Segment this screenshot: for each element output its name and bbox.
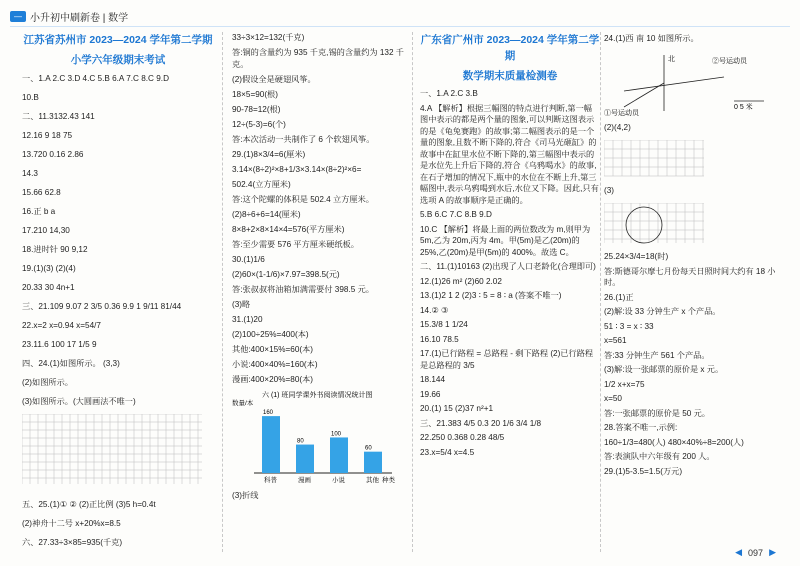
answer-line: 三、21.109 9.07 2 3/5 0.36 9.9 1 9/11 81/44: [22, 302, 182, 311]
chart-bar: [364, 452, 382, 473]
answers-list-1b: [22, 498, 214, 549]
answers-list-4: [604, 251, 786, 477]
answer-line: 4.A 【解析】根据三幅图的特点进行判断,第一幅图中表示的都是两个量的图象,可以判断这图表示的是《龟兔赛跑》的故事;第二幅图表示的是一个量的图象,且数不断下降的,符合《司马光砸缸》的故事中在缸里水位不断下降的,第三幅图中表示的是水位先上升后下降的,符合《乌鸦喝水》的故事,在石子增加的情况下,瓶中的水位在不断上升,第三幅图中,表示乌鸦喝到水后,水位又下降。因此,只有选项 A 的故事顺序是正确的。: [420, 103, 599, 205]
answer-line: 二、11.(1)10163 (2)出现了人口老龄化(合理即可): [420, 262, 596, 271]
column-divider: [412, 32, 413, 552]
answer-line: 17.210 14,30: [22, 226, 70, 235]
answer-line: 答:这个陀螺的体积是 502.4 立方厘米。: [232, 195, 374, 204]
answer-line: 答:一张邮票的原价是 50 元。: [604, 408, 710, 418]
answer-line: 33÷3×12=132(千克): [232, 33, 305, 42]
answer-line: 502.4(立方厘米): [232, 180, 291, 189]
answer-line: 四、24.(1)如图所示。 (3,3): [22, 359, 120, 368]
answer-line: 三、21.383 4/5 0.3 20 1/6 3/4 1/8: [420, 418, 542, 428]
answer-line: 20.33 30 4n+1: [22, 283, 75, 292]
answer-line: 29.(1)5-3.5=1.5(万元): [604, 466, 683, 476]
answer-line: 1/2 x+x=75: [604, 379, 645, 389]
answer-line: 五、25.(1)① ② (2)正比例 (3)5 h=0.4t: [22, 500, 156, 509]
answer-line: 29.(1)8×3/4=6(厘米): [232, 150, 306, 159]
answer-line: 答:斯德哥尔摩七月份每天日照时间大约有 18 小时。: [604, 266, 776, 287]
answer-line: 18.144: [420, 375, 446, 384]
answer-line: 答:本次活动一共制作了 6 个软翅风筝。: [232, 135, 375, 144]
answer-line: 22.250 0.368 0.28 48/5: [420, 433, 505, 442]
answers-list-2: [232, 32, 410, 386]
answer-line: 22.x=2 x=0.94 x=54/7: [22, 321, 101, 330]
answer-line: 17.(1)已行路程 = 总路程 - 剩下路程 (2)已行路程是总路程的 3/5: [420, 349, 594, 370]
answer-line: 19.66: [420, 389, 441, 399]
rotation-grid: [604, 140, 714, 180]
answer-line: (2)如图所示。: [22, 378, 73, 387]
answer-line: 答:表演队中六年级有 200 人。: [604, 452, 715, 461]
answer-line: 26.(1)正: [604, 292, 634, 302]
answer-line: 8×8+2×8×14×4=576(平方厘米): [232, 225, 345, 234]
answer-line: x=50: [604, 394, 622, 403]
answer-line: 二、11.3132.43 141: [22, 112, 95, 121]
answer-line: 10.C 【解析】将最上面的两位数改为 m,则甲为 5m,乙为 20m,丙为 4m。甲(5m)是乙(20m)的 25%,乙(20m)是甲(5m)的 400%。故选 C。: [420, 224, 591, 257]
exam-title-suzhou: 江苏省苏州市 2023—2024 学年第二学期: [23, 34, 213, 46]
answer-line: (3)略: [232, 300, 251, 309]
chart-data-label: 100: [331, 431, 342, 438]
map-north-label: 北: [668, 56, 675, 63]
answer-line: 18×5=90(根): [232, 90, 278, 99]
column-divider: [222, 32, 223, 552]
chart-category-label: 科普: [264, 477, 277, 484]
header-divider: [10, 26, 790, 27]
answer-line: (3)解:设一张邮票的原价是 x 元。: [604, 365, 724, 374]
exam-subtitle-guangzhou: 数学期末质量检测卷: [462, 70, 558, 82]
chart-data-label: 160: [263, 410, 274, 417]
answer-line: (2)神舟十二号 x+20%x=8.5: [22, 519, 121, 528]
answer-line: 14.3: [22, 169, 38, 178]
answer-line: 25.24×3/4=18(时): [604, 252, 669, 261]
map-p1-label: ①号运动员: [604, 110, 639, 117]
map-p2-label: ②号运动员: [712, 58, 747, 65]
answer-line: 23.11.6 100 17 1/5 9: [22, 340, 97, 349]
answer-line: 51 ∶ 3 = x ∶ 33: [604, 321, 654, 331]
answer-line: 16.10 78.5: [420, 334, 459, 344]
answer-line: 15.66 62.8: [22, 188, 61, 197]
column-4: [604, 32, 786, 480]
answer-line: 答:33 分钟生产 561 个产品。: [604, 350, 710, 360]
chart-data-label: 60: [365, 445, 372, 452]
page-header: [10, 8, 128, 24]
answer-line: 答:至少需要 576 平方厘米硬纸板。: [232, 240, 359, 249]
column-2: [232, 32, 410, 508]
answer-line: 10.B: [22, 93, 39, 102]
column-divider: [600, 32, 601, 552]
answer-line: 23.x=5/4 x=4.5: [420, 447, 475, 457]
answer-line: 30.(1)1/6: [232, 255, 265, 264]
reading-bar-chart: [232, 389, 402, 485]
answer-line: 14.② ③: [420, 305, 449, 315]
coordinate-grid: [22, 414, 212, 494]
answer-line: 28.答案不唯一,示例:: [604, 423, 678, 432]
answer-line: 答:铜的含量约为 935 千克,锡的含量约为 132 千克。: [232, 48, 404, 69]
answer-line: (2)100÷25%=400(本): [232, 330, 309, 339]
answer-31-3: (3)折线: [232, 491, 259, 500]
answer-line: 13.(1)2 1 2 (2)3 ∶ 5 = 8 ∶ a (答案不唯一): [420, 291, 562, 300]
circle-grid: [604, 203, 714, 247]
chart-bar: [262, 416, 280, 473]
exam-title-guangzhou: 广东省广州市 2023—2024 学年第二学期: [420, 34, 600, 62]
answer-line: 小说:400×40%=160(本): [232, 360, 318, 369]
answer-line: 一、1.A 2.C 3.D 4.C 5.B 6.A 7.C 8.C 9.D: [22, 74, 169, 83]
answer-24-3: (3): [604, 186, 615, 195]
answer-line: (2)解:设 33 分钟生产 x 个产品。: [604, 307, 721, 316]
answers-list-1: [22, 72, 214, 408]
chart-title: 六 (1) 班同学课外书阅读情况统计图: [262, 392, 373, 399]
answer-line: 12÷(5-3)=6(个): [232, 120, 286, 129]
header-badge: —: [10, 11, 26, 22]
column-1: [22, 32, 214, 555]
map-scale-label: 0 5 米: [734, 104, 753, 111]
answer-24-2: (2)(4,2): [604, 123, 631, 132]
answer-line: 12.16 9 18 75: [22, 131, 73, 140]
next-page-icon[interactable]: ▶: [769, 547, 776, 557]
answer-line: 31.(1)20: [232, 315, 263, 324]
chart-category-label: 漫画: [298, 477, 311, 484]
direction-map: [604, 51, 774, 117]
column-3: [420, 32, 600, 461]
answer-line: 12.(1)26 m² (2)60 2.02: [420, 276, 502, 286]
answer-line: (2)8÷6+6=14(厘米): [232, 210, 301, 219]
page-footer: [735, 547, 776, 558]
header-title: 小升初中刷新卷 | 数学: [30, 12, 129, 24]
answer-line: 20.(1) 15 (2)37 n²+1: [420, 404, 494, 413]
chart-bar: [296, 445, 314, 473]
answer-line: (2)假设全是硬翅风筝。: [232, 75, 316, 84]
answer-line: 13.720 0.16 2.86: [22, 150, 84, 159]
page-number: 097: [748, 547, 764, 558]
chart-bar: [330, 437, 348, 473]
chart-xlabel: 种类: [382, 477, 395, 484]
answer-line: (3)如图所示。(大圆画法不唯一): [22, 397, 136, 406]
answer-line: 90-78=12(根): [232, 105, 281, 114]
answer-line: 16.正 b a: [22, 207, 56, 216]
answers-list-3: [420, 88, 600, 458]
answer-line: 5.B 6.C 7.C 8.B 9.D: [420, 210, 492, 219]
answer-line: 3.14×(8÷2)²×8+1/3×3.14×(8÷2)²×6=: [232, 165, 362, 174]
answer-line: 一、1.A 2.C 3.B: [420, 89, 478, 98]
answer-line: 160÷1/3=480(人) 480×40%÷8=200(人): [604, 437, 744, 447]
answer-line: 漫画:400×20%=80(本): [232, 375, 314, 384]
chart-category-label: 其他: [366, 477, 379, 484]
answer-line: 六、27.33÷3×85=935(千克): [22, 538, 123, 547]
answer-24-1: 24.(1)西 南 10 如图所示。: [604, 34, 699, 43]
answer-line: 18.进时针 90 9,12: [22, 245, 88, 254]
chart-ylabel: 数量/本: [232, 400, 254, 407]
answer-line: x=561: [604, 336, 627, 345]
answer-line: 19.(1)(3) (2)(4): [22, 264, 76, 273]
answer-line: 答:张叔叔将油箱加满需要付 398.5 元。: [232, 285, 374, 294]
answer-line: 其他:400×15%=60(本): [232, 345, 314, 354]
exam-subtitle-suzhou: 小学六年级期末考试: [70, 54, 166, 66]
prev-page-icon[interactable]: ◀: [735, 547, 743, 557]
answer-line: 15.3/8 1 1/24: [420, 320, 468, 329]
answer-line: (2)60×(1-1/6)×7.97=398.5(元): [232, 270, 340, 279]
chart-category-label: 小说: [332, 477, 345, 484]
chart-data-label: 80: [297, 438, 304, 445]
